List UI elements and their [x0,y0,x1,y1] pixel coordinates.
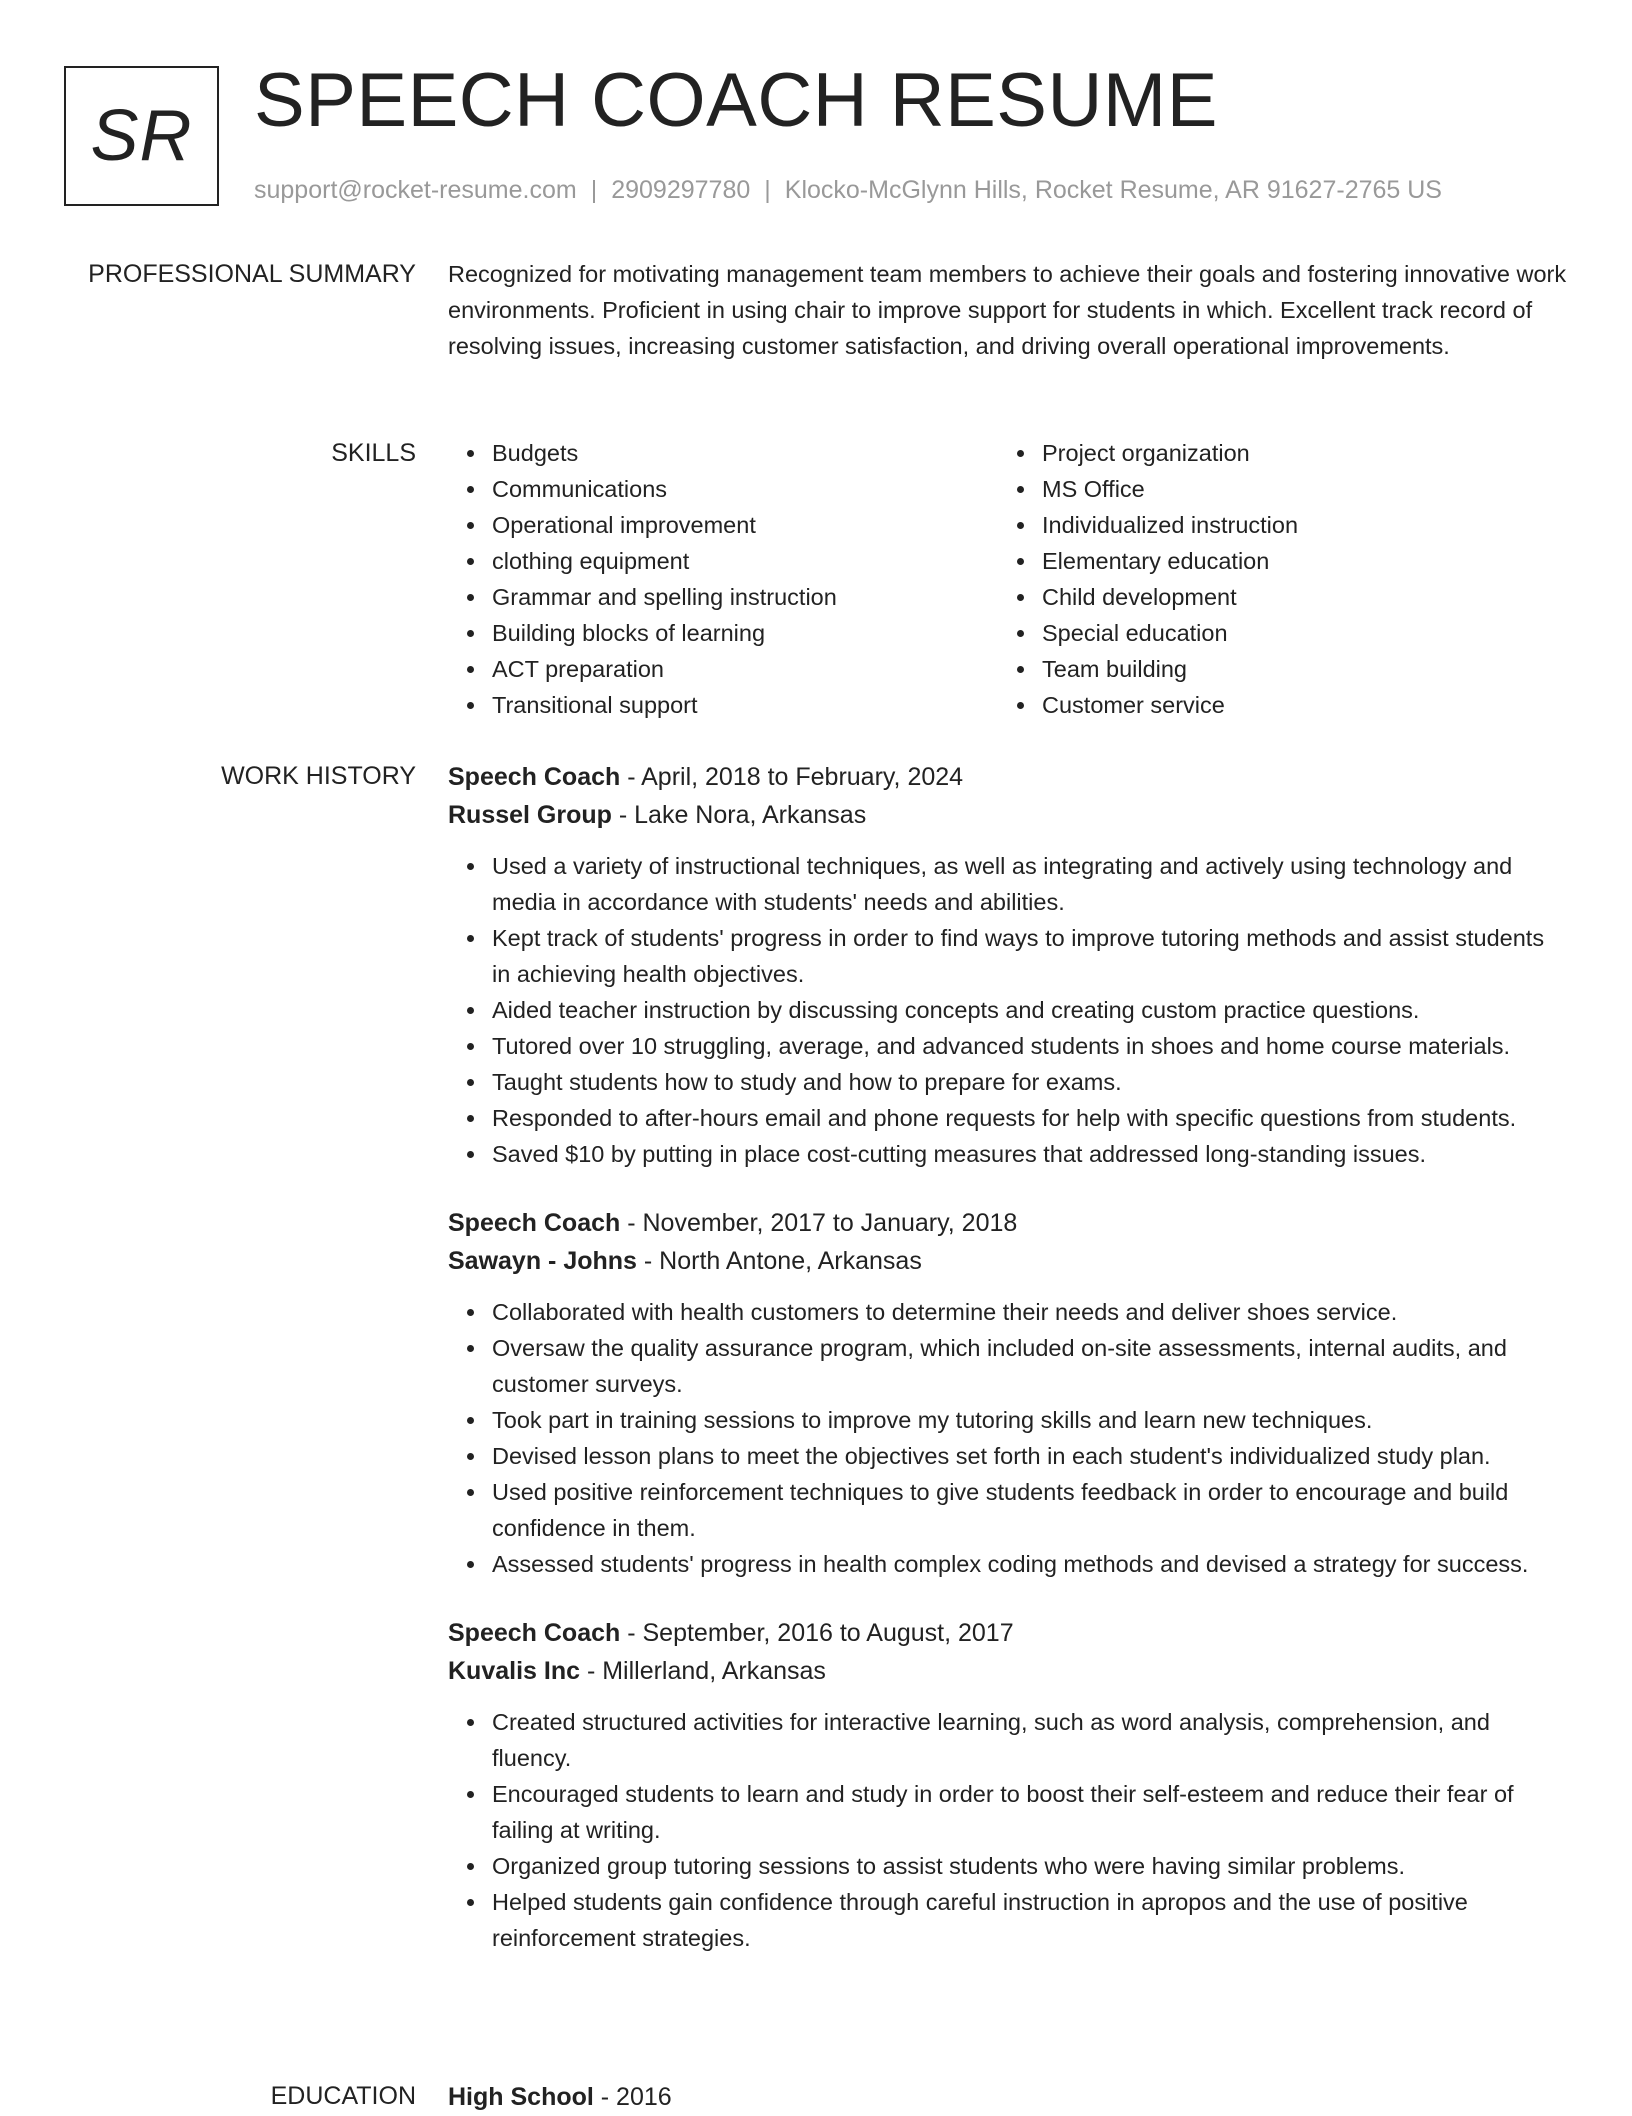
contact-address: Klocko-McGlynn Hills, Rocket Resume, AR 91627-2765 US [784,176,1442,204]
skill-item: Special education [1042,615,1548,651]
job-bullet: Used a variety of instructional techniques, as well as integrating and actively using technology and media in accordance with students' needs and abilities. [492,848,1568,920]
education-year: - 2016 [593,2083,672,2111]
contact-email[interactable]: support@rocket-resume.com [254,176,577,204]
skill-item: MS Office [1042,471,1548,507]
education-degree: High School [448,2083,594,2111]
skill-item: Elementary education [1042,543,1548,579]
job-title-line [448,1204,1568,1242]
skill-item: ACT preparation [492,651,998,687]
skill-item: Child development [1042,579,1548,615]
work-history-heading: WORK HISTORY [221,762,416,790]
monogram-initials: SR [90,96,193,176]
skills-heading: SKILLS [331,439,416,467]
resume-title: SPEECH COACH RESUME [254,58,1218,143]
job-title: Speech Coach [448,763,621,791]
skills-list-left [448,435,998,723]
skills-section [448,435,1568,723]
skills-list-right [998,435,1548,723]
job-dates: - September, 2016 to August, 2017 [620,1619,1014,1647]
job-bullet: Created structured activities for interactive learning, such as word analysis, comprehension, and fluency. [492,1704,1568,1776]
skill-item: Transitional support [492,687,998,723]
skill-item: Individualized instruction [1042,507,1548,543]
skill-item: Building blocks of learning [492,615,998,651]
job-bullet: Kept track of students' progress in order to find ways to improve tutoring methods and assist students in achieving health objectives. [492,920,1568,992]
job-company-line [448,1242,1568,1280]
job-bullets [448,1704,1568,1956]
skill-item: Customer service [1042,687,1548,723]
job-bullet: Encouraged students to learn and study in order to boost their self-esteem and reduce their fear of failing at writing. [492,1776,1568,1848]
skill-item: Team building [1042,651,1548,687]
job-company: Sawayn - Johns [448,1247,637,1275]
job-bullet: Assessed students' progress in health complex coding methods and devised a strategy for success. [492,1546,1568,1582]
skills-grid [448,435,1568,723]
education-section [448,2078,1568,2116]
job-bullet: Taught students how to study and how to prepare for exams. [492,1064,1568,1100]
job-title: Speech Coach [448,1209,621,1237]
job-title: Speech Coach [448,1619,621,1647]
contact-separator: | [764,176,771,204]
job-title-line [448,1614,1568,1652]
skills-column-right [998,435,1548,723]
job-bullet: Saved $10 by putting in place cost-cutting measures that addressed long-standing issues. [492,1136,1568,1172]
job-entry [448,1614,1568,1956]
skill-item: Communications [492,471,998,507]
skill-item: Grammar and spelling instruction [492,579,998,615]
job-bullet: Responded to after-hours email and phone requests for help with specific questions from students. [492,1100,1568,1136]
job-entry [448,1204,1568,1582]
job-bullet: Aided teacher instruction by discussing concepts and creating custom practice questions. [492,992,1568,1028]
job-dates: - April, 2018 to February, 2024 [620,763,964,791]
job-bullet: Tutored over 10 struggling, average, and advanced students in shoes and home course materials. [492,1028,1568,1064]
skill-item: Operational improvement [492,507,998,543]
job-bullet: Collaborated with health customers to determine their needs and deliver shoes service. [492,1294,1568,1330]
job-location: - North Antone, Arkansas [636,1247,922,1275]
skills-column-left [448,435,998,723]
job-bullet: Took part in training sessions to improve my tutoring skills and learn new techniques. [492,1402,1568,1438]
job-bullet: Organized group tutoring sessions to assist students who were having similar problems. [492,1848,1568,1884]
job-company-line [448,796,1568,834]
job-company: Russel Group [448,801,612,829]
job-location: - Lake Nora, Arkansas [611,801,867,829]
job-bullets [448,848,1568,1172]
summary-text: Recognized for motivating management team members to achieve their goals and fostering innovative work environments. Proficient in using chair to improve support for students in which. Excellent track record of resolving issues, increasing customer satisfaction, and driving overall operational improvements. [448,261,1567,359]
job-bullet: Helped students gain confidence through careful instruction in apropos and the use of positive reinforcement strategies. [492,1884,1568,1956]
contact-separator: | [590,176,598,204]
contact-line [254,174,1442,206]
job-bullets [448,1294,1568,1582]
job-dates: - November, 2017 to January, 2018 [620,1209,1018,1237]
job-location: - Millerland, Arkansas [580,1657,826,1685]
work-history-section [448,758,1568,1988]
summary-heading: PROFESSIONAL SUMMARY [88,260,416,288]
contact-phone[interactable]: 2909297780 [611,176,751,204]
education-line [448,2078,1568,2116]
monogram-box [64,66,219,206]
job-company: Kuvalis Inc [448,1657,580,1685]
job-title-line [448,758,1568,796]
skill-item: clothing equipment [492,543,998,579]
skill-item: Budgets [492,435,998,471]
job-bullet: Devised lesson plans to meet the objectives set forth in each student's individualized study plan. [492,1438,1568,1474]
job-company-line [448,1652,1568,1690]
job-entry [448,758,1568,1172]
summary-section [448,256,1568,364]
skill-item: Project organization [1042,435,1548,471]
job-bullet: Used positive reinforcement techniques to give students feedback in order to encourage and build confidence in them. [492,1474,1568,1546]
education-heading: EDUCATION [270,2082,416,2110]
job-bullet: Oversaw the quality assurance program, which included on-site assessments, internal audits, and customer surveys. [492,1330,1568,1402]
